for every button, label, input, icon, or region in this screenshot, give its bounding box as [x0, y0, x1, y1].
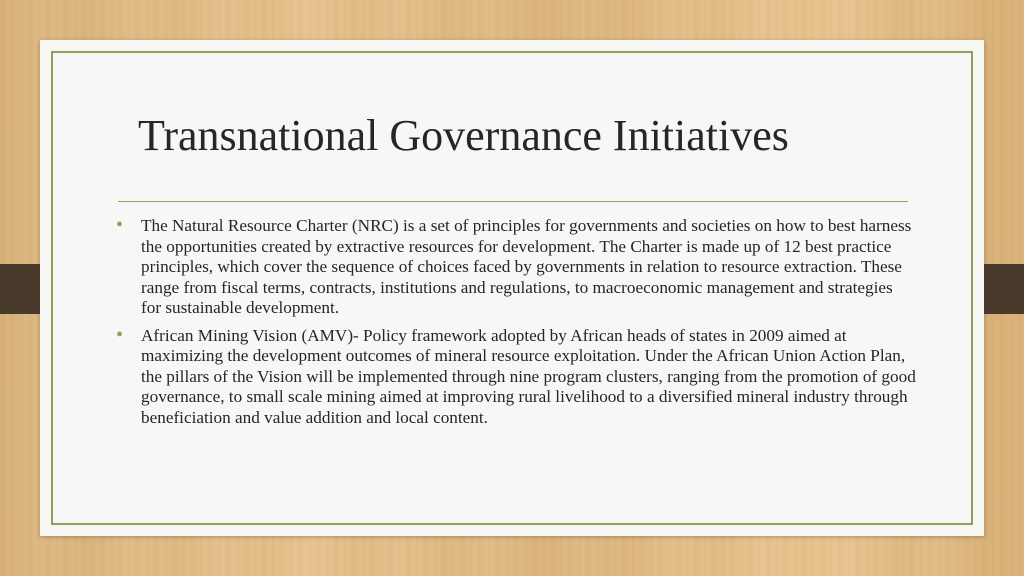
bullet-text-amv: African Mining Vision (AMV)- Policy framework adopted by African heads of states in 2009 aimed at maximizing the development outcomes of mineral resource exploitation. Under the African Union Action Plan, the pillars of the Vision will be implemented through nine program clusters, ranging from the promotion of good governance, to small scale mining aimed at improving rural livelihood to a diversified mineral industry through beneficiation and value addition and local content. — [141, 325, 916, 427]
title-divider — [118, 201, 908, 202]
bullet-text-nrc: The Natural Resource Charter (NRC) is a set of principles for governments and societies on how to best harness the opportunities created by extractive resources for development. The Charter is made up of 12 best practice principles, which cover the sequence of choices faced by governments in relation to resource extraction. These range from fiscal terms, contracts, institutions and regulations, to macroeconomic management and strategies for sustainable development. — [141, 216, 912, 317]
bullet-item-nrc — [116, 216, 916, 319]
bullet-dot-icon: • — [116, 214, 124, 236]
bullet-list — [116, 216, 916, 435]
bullet-dot-icon: • — [116, 323, 124, 346]
bullet-item-amv — [116, 323, 916, 429]
slide-title: Transnational Governance Initiatives — [138, 111, 789, 160]
